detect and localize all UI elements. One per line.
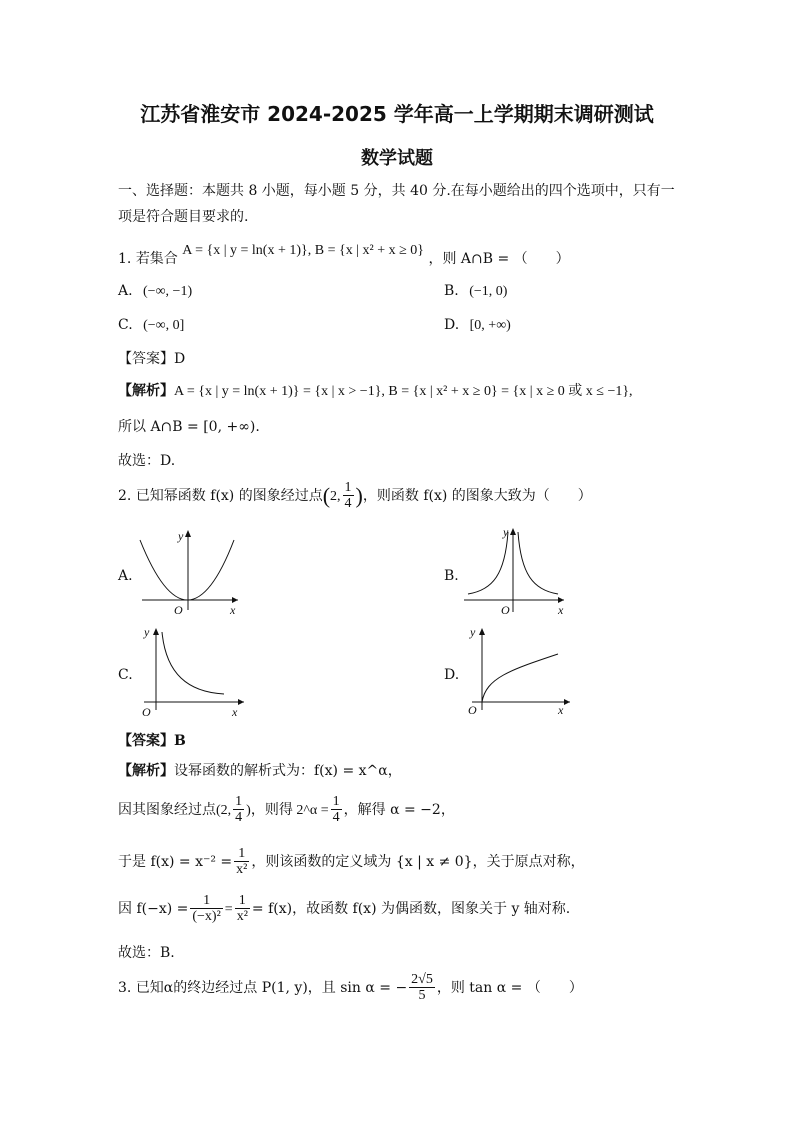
q2-answer: 【答案】B <box>118 733 186 749</box>
q1-lead: 若集合 <box>135 251 178 267</box>
q3-tail: ，则 tan α = （ ） <box>436 979 583 996</box>
q3-lead: 已知α的终边经过点 P(1, y)，且 sin α = − <box>135 979 408 996</box>
q1-option-a-text: (−∞, −1) <box>143 284 193 299</box>
y-axis-label: y <box>503 525 509 539</box>
section-instruction-line2: 项是符合题目要求的. <box>118 209 249 225</box>
q2-a2-frac1 <box>233 794 244 826</box>
q2-a3-pre: 于是 f(x) = x⁻² = <box>118 853 233 870</box>
q2-a2-frac2-den: 4 <box>332 810 340 826</box>
x-axis-label: x <box>558 603 564 617</box>
q2-option-d-letter: D. <box>444 667 460 683</box>
origin-label: O <box>174 603 183 616</box>
y-axis-label: y <box>178 529 184 543</box>
q2-option-a-letter: A. <box>118 568 133 584</box>
q3-fraction-den: 5 <box>418 988 426 1004</box>
q1-tail: ，则 A∩B = （ ） <box>428 251 570 267</box>
q2-paren-open: ( <box>322 482 331 508</box>
x-axis-label: x <box>230 603 236 616</box>
q1-sets: A = {x | y = ln(x + 1)}, B = {x | x² + x ≥ 0} <box>182 243 424 258</box>
q2-a4-pre: 因 f(−x) = <box>118 900 189 917</box>
q2-a4-frac1-num: 1 <box>190 893 222 909</box>
q2-a2-frac1-num: 1 <box>235 794 243 809</box>
q2-a2-frac2 <box>331 794 342 826</box>
y-axis-label: y <box>144 625 150 639</box>
x-axis-arrow-icon <box>238 699 244 705</box>
curve <box>140 540 234 600</box>
right-branch <box>518 532 558 594</box>
q2-option-b-letter: B. <box>444 568 459 584</box>
q2-analysis-line1 <box>118 760 402 780</box>
q2-number: 2. <box>118 487 132 504</box>
y-axis-arrow-icon <box>479 628 485 635</box>
q1-option-d-letter: D. <box>444 317 460 333</box>
q2-lead: 已知幂函数 f(x) 的图象经过点 <box>135 487 323 504</box>
q1-analysis-line1 <box>118 380 633 400</box>
curve <box>482 654 558 702</box>
q2-analysis-label: 【解析】 <box>118 763 174 779</box>
x-axis-arrow-icon <box>564 699 570 705</box>
q2-a2-mid: )，则得 2^α = <box>246 802 329 818</box>
q2-a2-frac1-den: 4 <box>235 810 243 826</box>
curve <box>162 632 224 694</box>
q2-analysis-line4 <box>118 893 570 925</box>
q1-option-a <box>118 283 192 300</box>
q2-a4-frac2-num: 1 <box>235 893 250 909</box>
q2-a2-point: (2, <box>216 802 232 818</box>
q1-answer: 【答案】D <box>118 351 186 367</box>
origin-label: O <box>142 705 151 718</box>
q2-a4-post: = f(x)，故函数 f(x) 为偶函数，图象关于 y 轴对称. <box>251 900 571 917</box>
q2-graph-d <box>466 624 576 718</box>
q2-a3-post: ，则该函数的定义域为 {x | x ≠ 0}，关于原点对称， <box>251 853 585 870</box>
q1-stem <box>118 243 570 268</box>
q2-graph-b <box>458 524 568 618</box>
q1-option-d-text: [0, +∞) <box>469 318 511 333</box>
q2-point-num: 1 <box>344 480 352 495</box>
q2-point-fraction <box>343 480 354 512</box>
left-branch <box>468 532 508 594</box>
q2-a3-frac <box>234 846 249 878</box>
q2-conclusion: 故选：B. <box>118 945 175 961</box>
q1-option-c-text: (−∞, 0] <box>143 318 185 333</box>
x-axis-label: x <box>558 703 564 717</box>
q1-option-b-letter: B. <box>444 283 459 299</box>
q1-number: 1. <box>118 251 132 267</box>
origin-label: O <box>501 603 510 617</box>
y-axis-arrow-icon <box>153 628 159 635</box>
q2-point-x: 2, <box>330 488 341 504</box>
q2-a3-frac-num: 1 <box>234 846 249 862</box>
q1-option-b-text: (−1, 0) <box>469 284 508 299</box>
q1-option-b <box>444 283 507 300</box>
q2-a3-frac-den: x² <box>236 862 248 878</box>
q2-stem <box>118 480 592 512</box>
section-instruction-line1: 一、选择题：本题共 8 小题，每小题 5 分，共 40 分.在每小题给出的四个选项中，只有一 <box>118 183 675 199</box>
x-axis-label: x <box>232 705 238 718</box>
page-title: 江苏省淮安市 2024-2025 学年高一上学期期末调研测试 <box>140 102 654 126</box>
q1-option-d <box>444 317 511 334</box>
q3-number: 3. <box>118 979 132 996</box>
q1-option-a-letter: A. <box>118 283 133 299</box>
q1-analysis-label: 【解析】 <box>118 383 174 399</box>
q2-analysis-line3 <box>118 846 585 878</box>
q2-point-den: 4 <box>344 496 352 512</box>
q2-a4-frac1-den: (−x)² <box>192 909 221 925</box>
q3-fraction <box>409 972 435 1004</box>
q2-graph-c <box>138 624 248 718</box>
q2-a4-frac2 <box>235 893 250 925</box>
q2-a4-frac1 <box>190 893 222 925</box>
q2-a2-pre: 因其图象经过点 <box>118 801 216 818</box>
origin-label: O <box>468 703 477 717</box>
q2-a2-frac2-num: 1 <box>332 794 340 809</box>
q1-option-c-letter: C. <box>118 317 133 333</box>
q3-stem <box>118 972 583 1004</box>
y-axis-arrow-icon <box>510 528 516 535</box>
page-subtitle: 数学试题 <box>361 148 433 169</box>
q2-a4-eq: = <box>224 901 233 917</box>
q2-analysis-line2 <box>118 794 455 826</box>
q2-graph-a <box>134 526 244 616</box>
y-axis-arrow-icon <box>185 530 191 537</box>
q2-option-c-letter: C. <box>118 667 133 683</box>
q1-option-c <box>118 317 184 334</box>
q1-analysis-text: A = {x | y = ln(x + 1)} = {x | x > −1}, B = {x | x² + x ≥ 0} = {x | x ≥ 0 或 x ≤ −1}, <box>174 384 633 399</box>
q2-analysis-text1: 设幂函数的解析式为：f(x) = x^α， <box>174 763 402 779</box>
q2-paren-close: ) <box>355 482 363 508</box>
y-axis-label: y <box>470 625 476 639</box>
q2-tail: ，则函数 f(x) 的图象大致为（ ） <box>362 487 592 504</box>
q3-fraction-num: 2√5 <box>411 972 433 987</box>
q1-conclusion: 故选：D. <box>118 453 176 469</box>
q2-a2-post: ，解得 α = −2， <box>343 801 455 818</box>
q2-a4-frac2-den: x² <box>236 909 248 925</box>
q1-analysis-line2: 所以 A∩B = [0, +∞). <box>118 419 260 435</box>
